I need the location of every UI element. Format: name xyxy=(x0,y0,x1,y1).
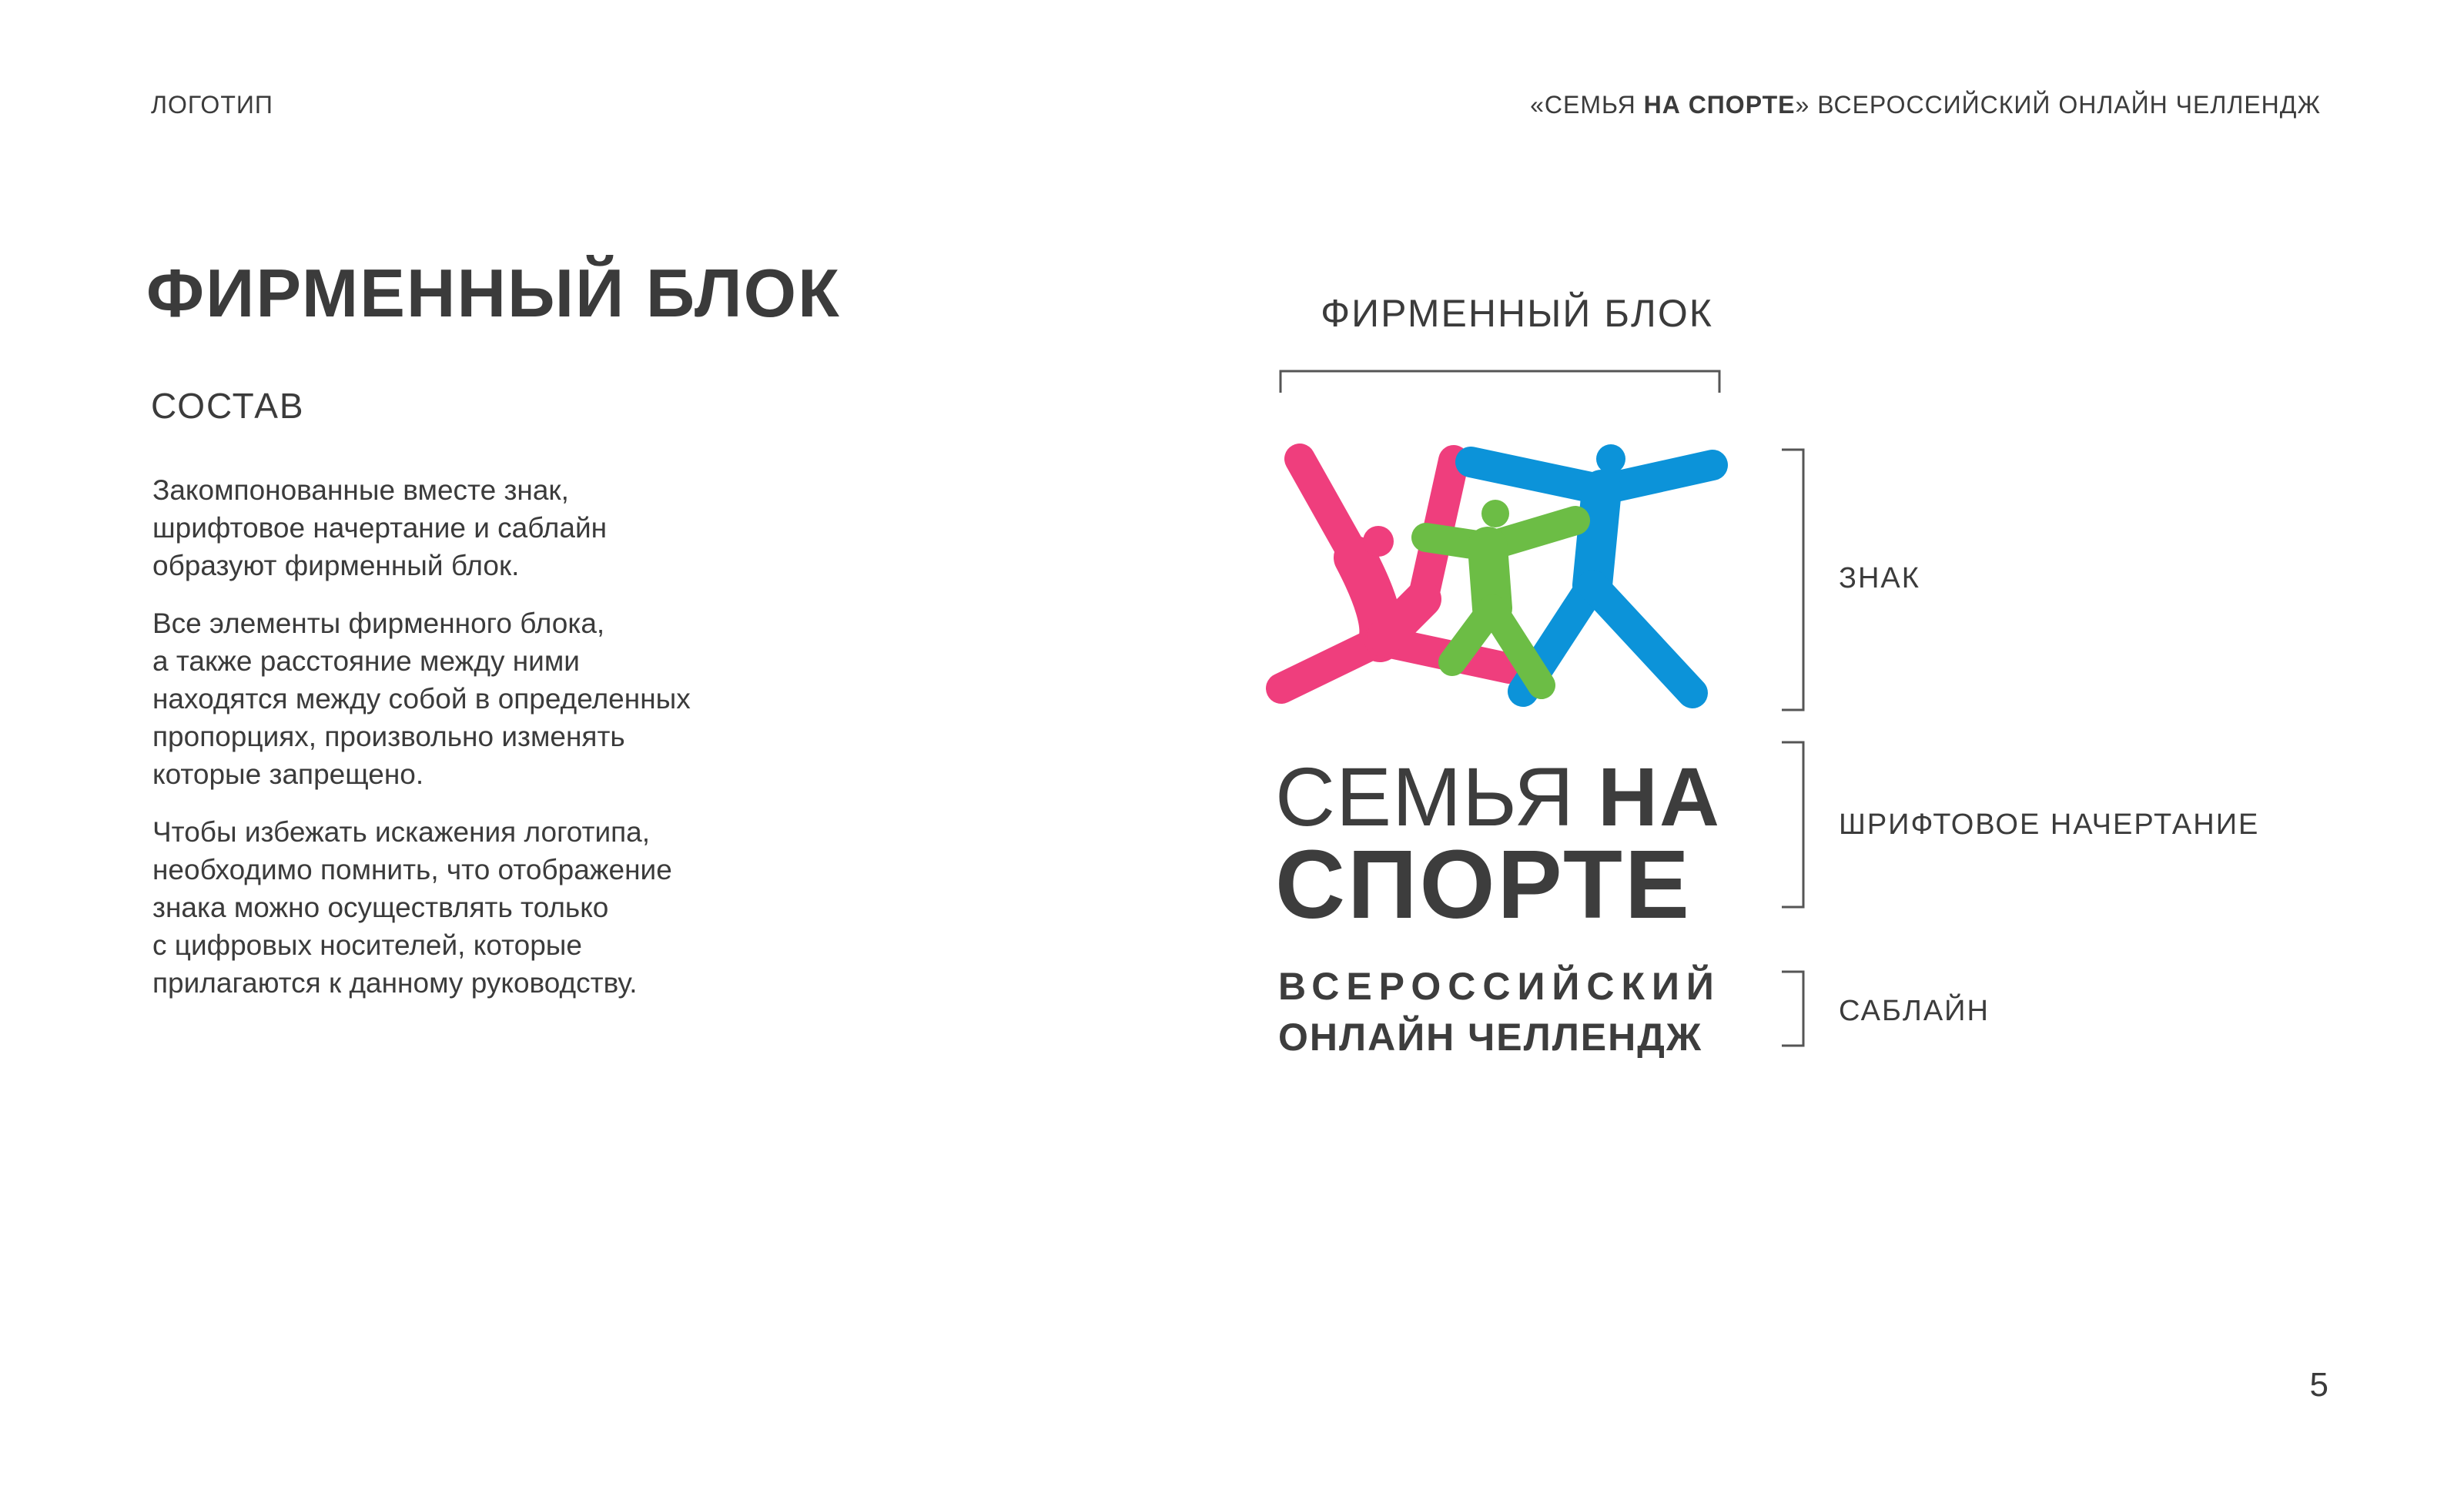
logo-tagline xyxy=(1278,961,1721,1063)
brand-block-bracket xyxy=(1281,371,1719,393)
section-subtitle: СОСТАВ xyxy=(151,386,305,426)
paragraph-1: Закомпонованные вместе знак, шрифтовое начертание и саблайн образуют фирменный блок. xyxy=(152,474,608,581)
label-wordmark: ШРИФТОВОЕ НАЧЕРТАНИЕ xyxy=(1839,808,2260,841)
wordmark-word-na: НА xyxy=(1598,750,1722,843)
page-number: 5 xyxy=(2309,1366,2328,1404)
tagline-line-1: ВСЕРОССИЙСКИЙ xyxy=(1278,965,1721,1008)
header-title-open: «СЕМЬЯ xyxy=(1530,91,1644,119)
header-title-bold: НА СПОРТЕ xyxy=(1643,91,1796,119)
wordmark-word-family: СЕМЬЯ xyxy=(1275,750,1575,843)
header-section-name: ЛОГОТИП xyxy=(151,91,273,119)
tagline-line-2: ОНЛАЙН ЧЕЛЛЕНДЖ xyxy=(1278,1016,1703,1059)
logo-wordmark xyxy=(1275,750,1722,939)
label-sign: ЗНАК xyxy=(1839,562,1920,594)
brand-block-label: ФИРМЕННЫЙ БЛОК xyxy=(1321,292,1713,335)
wordmark-word-sport: СПОРТЕ xyxy=(1275,830,1692,939)
paragraph-3: Чтобы избежать искажения логотипа, необходимо помнить, что отображение знака можно осуществлять только с цифровых носителей, которые прилагаются к данному руководству. xyxy=(152,816,672,999)
label-sublime: САБЛАЙН xyxy=(1839,995,1990,1027)
sublime-bracket xyxy=(1782,972,1803,1046)
header-title-rest: » ВСЕРОССИЙСКИЙ ОНЛАЙН ЧЕЛЛЕНДЖ xyxy=(1795,91,2321,119)
wordmark-bracket xyxy=(1782,742,1803,907)
page-title: ФИРМЕННЫЙ БЛОК xyxy=(146,255,841,331)
paragraph-2: Все элементы фирменного блока, а также расстояние между ними находятся между собой в определенных пропорциях, произвольно изменять которые запрещено. xyxy=(152,608,691,790)
logo-sign xyxy=(1281,444,1712,693)
sign-bracket xyxy=(1782,450,1803,710)
